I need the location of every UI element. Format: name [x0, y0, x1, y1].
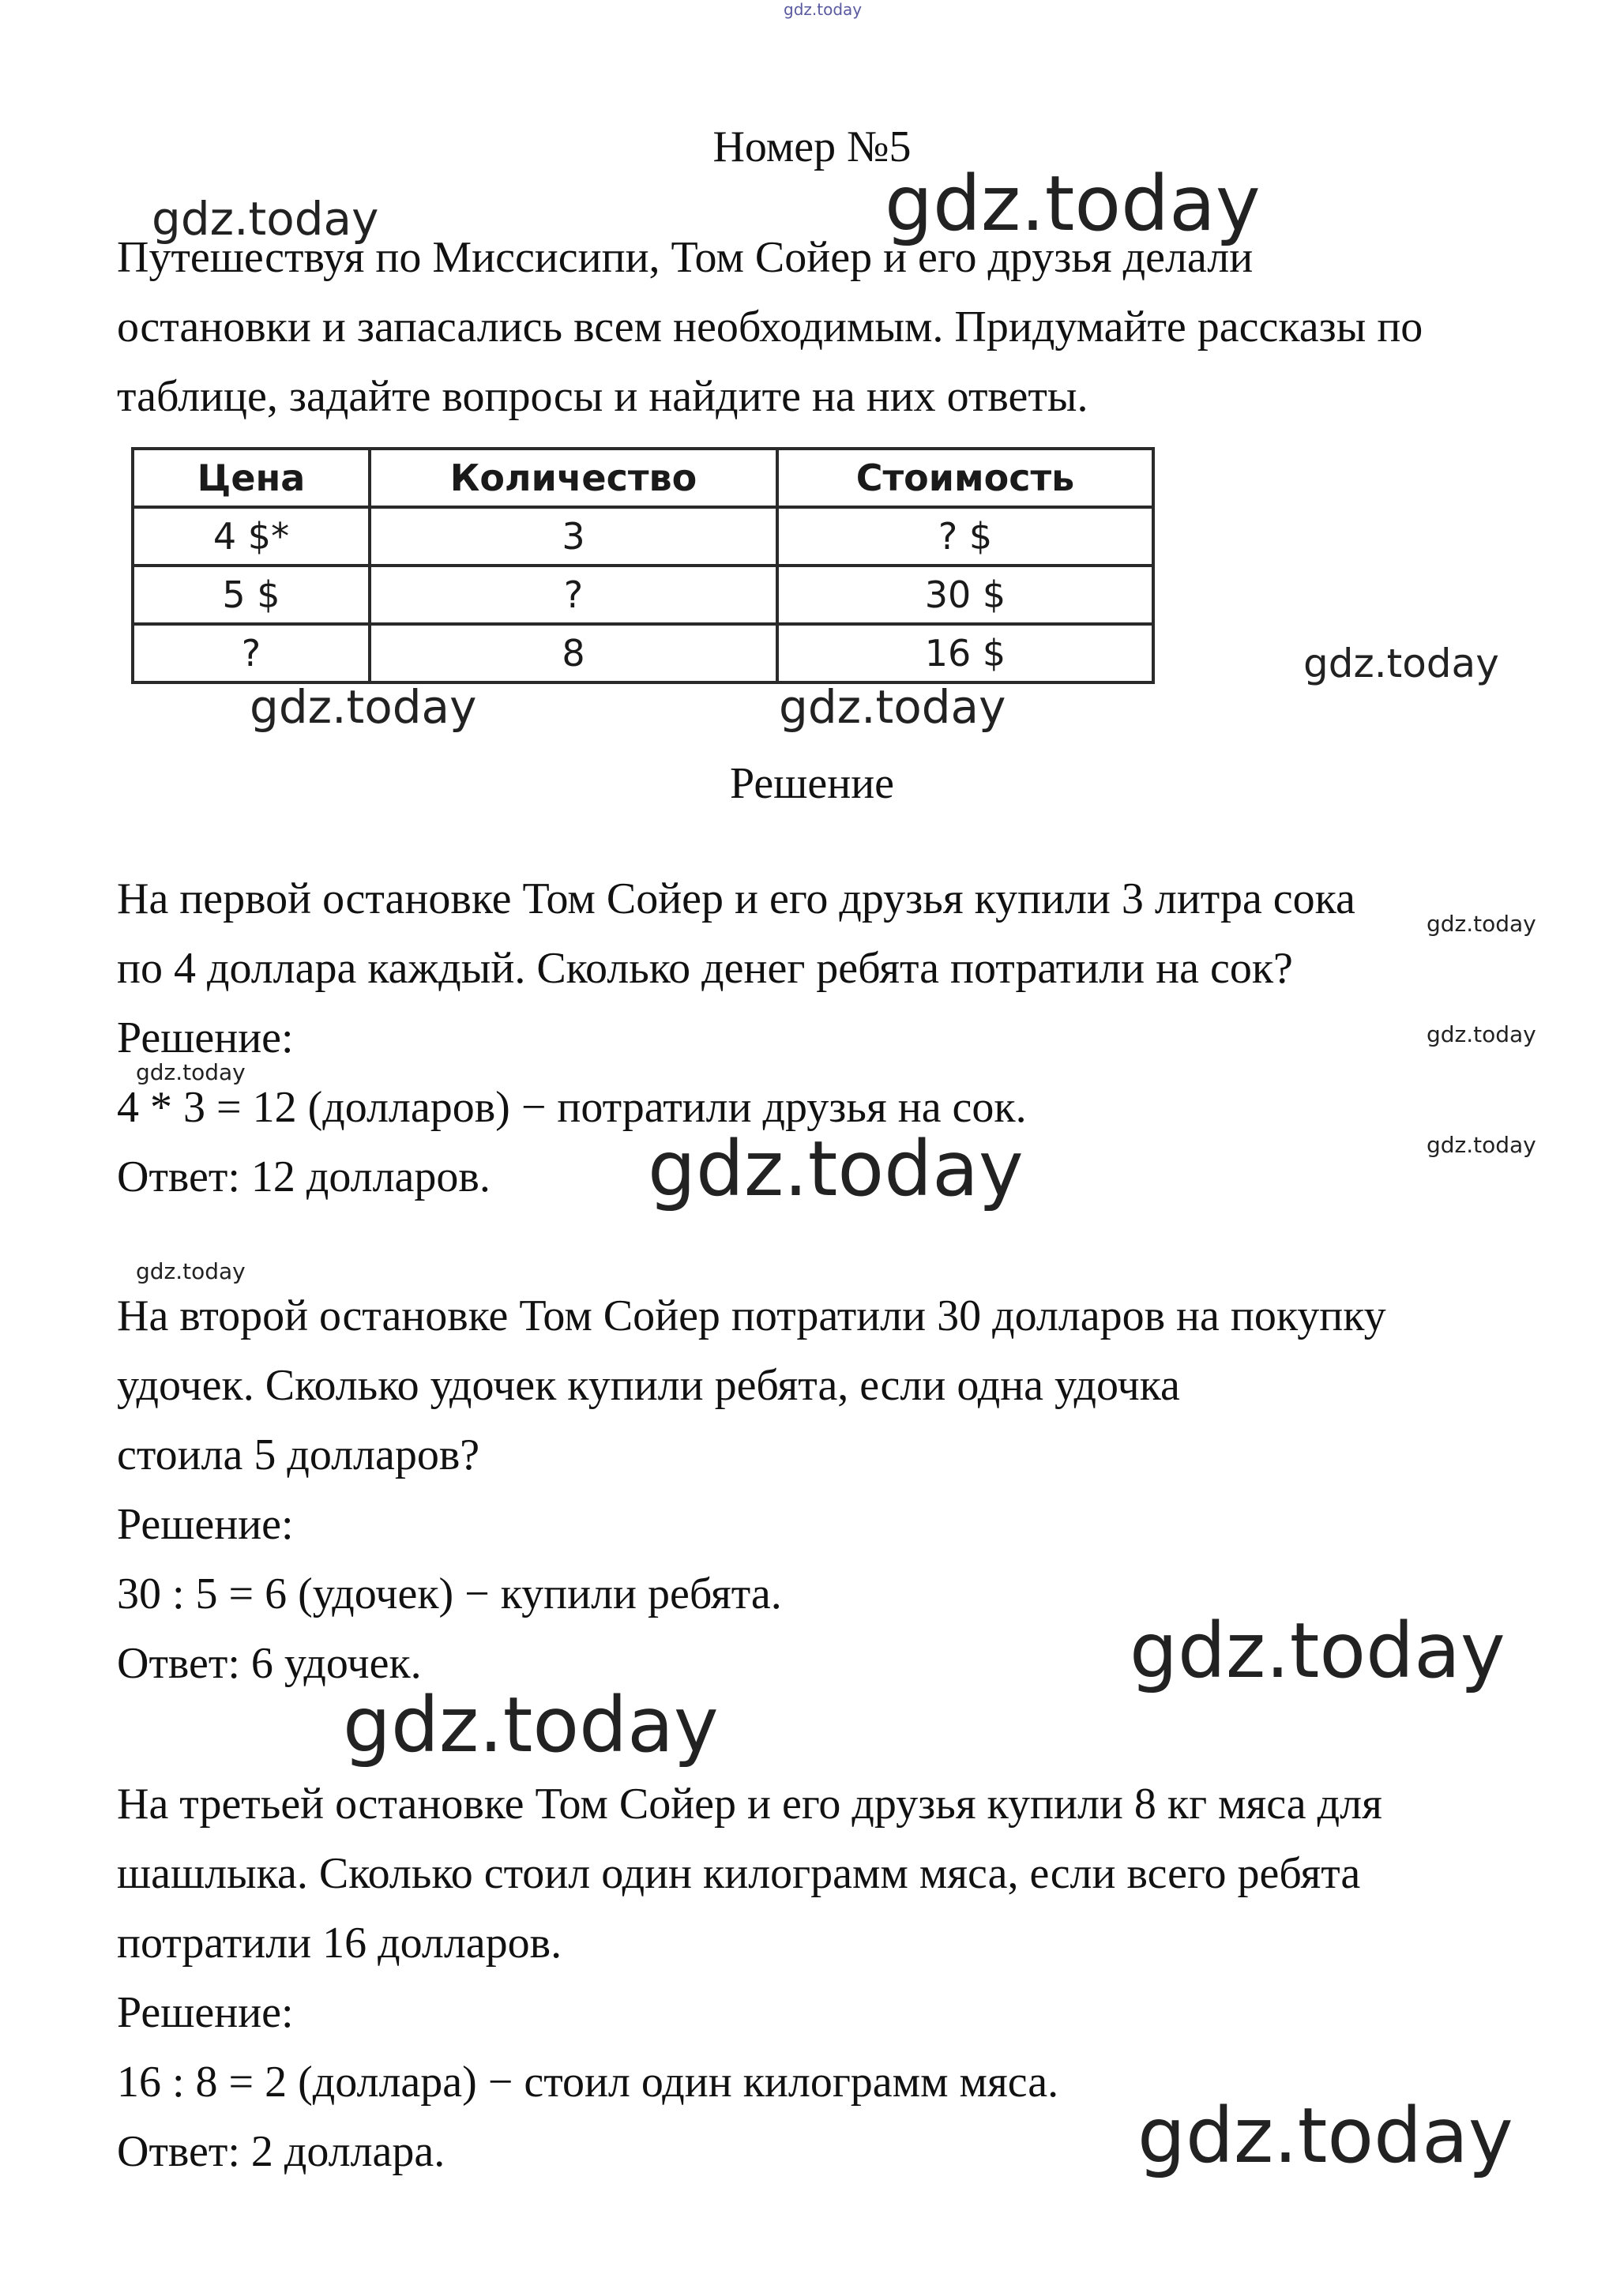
- problem-2-calculation: 30 : 5 = 6 (удочек) − купили ребята.: [117, 1569, 782, 1618]
- table-cell: 8: [370, 624, 777, 682]
- table-row: [133, 507, 1153, 566]
- watermark: gdz.today: [1427, 1132, 1536, 1158]
- watermark: gdz.today: [343, 1681, 719, 1769]
- problem-1-text: На первой остановке Том Сойер и его друзья купили 3 литра сока: [117, 874, 1355, 923]
- watermark: gdz.today: [779, 680, 1006, 734]
- watermark: gdz.today: [136, 1258, 246, 1284]
- watermark: gdz.today: [885, 160, 1261, 248]
- problem-2-text: стоила 5 долларов?: [117, 1430, 480, 1479]
- table-header: Количество: [370, 449, 777, 507]
- problem-1-answer: Ответ: 12 долларов.: [117, 1152, 491, 1201]
- watermark: gdz.today: [136, 1059, 246, 1085]
- table-cell: ? $: [777, 507, 1153, 566]
- problem-2-solution-label: Решение:: [117, 1500, 294, 1549]
- watermark: gdz.today: [250, 680, 477, 734]
- watermark: gdz.today: [1427, 1021, 1536, 1047]
- table-row: [133, 624, 1153, 682]
- table-cell: ?: [370, 566, 777, 624]
- problem-3-text: потратили 16 долларов.: [117, 1919, 562, 1968]
- problem-1-text: по 4 доллара каждый. Сколько денег ребята потратили на сок?: [117, 944, 1293, 993]
- problem-2-text: На второй остановке Том Сойер потратили 30 долларов на покупку: [117, 1291, 1386, 1340]
- watermark: gdz.today: [152, 192, 379, 246]
- watermark: gdz.today: [648, 1125, 1024, 1213]
- table-header: Стоимость: [777, 449, 1153, 507]
- table-cell: 30 $: [777, 566, 1153, 624]
- watermark: gdz.today: [1130, 1607, 1506, 1695]
- problem-3-text: На третьей остановке Том Сойер и его друзья купили 8 кг мяса для: [117, 1780, 1382, 1829]
- intro-line: Путешествуя по Миссисипи, Том Сойер и его друзья делали: [117, 233, 1254, 282]
- problem-3-answer: Ответ: 2 доллара.: [117, 2127, 445, 2176]
- solution-heading: Решение: [729, 759, 895, 808]
- problem-3-calculation: 16 : 8 = 2 (доллара) − стоил один килограмм мяса.: [117, 2058, 1059, 2107]
- watermark: gdz.today: [1427, 911, 1536, 937]
- watermark: gdz.today: [1137, 2092, 1513, 2180]
- table-row: [133, 566, 1153, 624]
- table-cell: 5 $: [133, 566, 370, 624]
- table-cell: 4 $*: [133, 507, 370, 566]
- table-cell: 3: [370, 507, 777, 566]
- table-header-row: [133, 449, 1153, 507]
- problem-2-answer: Ответ: 6 удочек.: [117, 1639, 422, 1688]
- problem-3-text: шашлыка. Сколько стоил один килограмм мяса, если всего ребята: [117, 1849, 1361, 1898]
- table-cell: 16 $: [777, 624, 1153, 682]
- task-table: [131, 447, 1155, 684]
- table-cell: ?: [133, 624, 370, 682]
- watermark: gdz.today: [1303, 641, 1499, 686]
- page-title: Номер №5: [712, 122, 912, 171]
- problem-2-text: удочек. Сколько удочек купили ребята, если одна удочка: [117, 1361, 1180, 1410]
- problem-3-solution-label: Решение:: [117, 1988, 294, 2037]
- watermark-top: gdz.today: [784, 0, 863, 19]
- intro-line: таблице, задайте вопросы и найдите на них ответы.: [117, 372, 1088, 421]
- problem-1-calculation: 4 * 3 = 12 (долларов) − потратили друзья на сок.: [117, 1083, 1027, 1132]
- table-header: Цена: [133, 449, 370, 507]
- intro-line: остановки и запасались всем необходимым. Придумайте рассказы по: [117, 303, 1423, 351]
- problem-1-solution-label: Решение:: [117, 1013, 294, 1062]
